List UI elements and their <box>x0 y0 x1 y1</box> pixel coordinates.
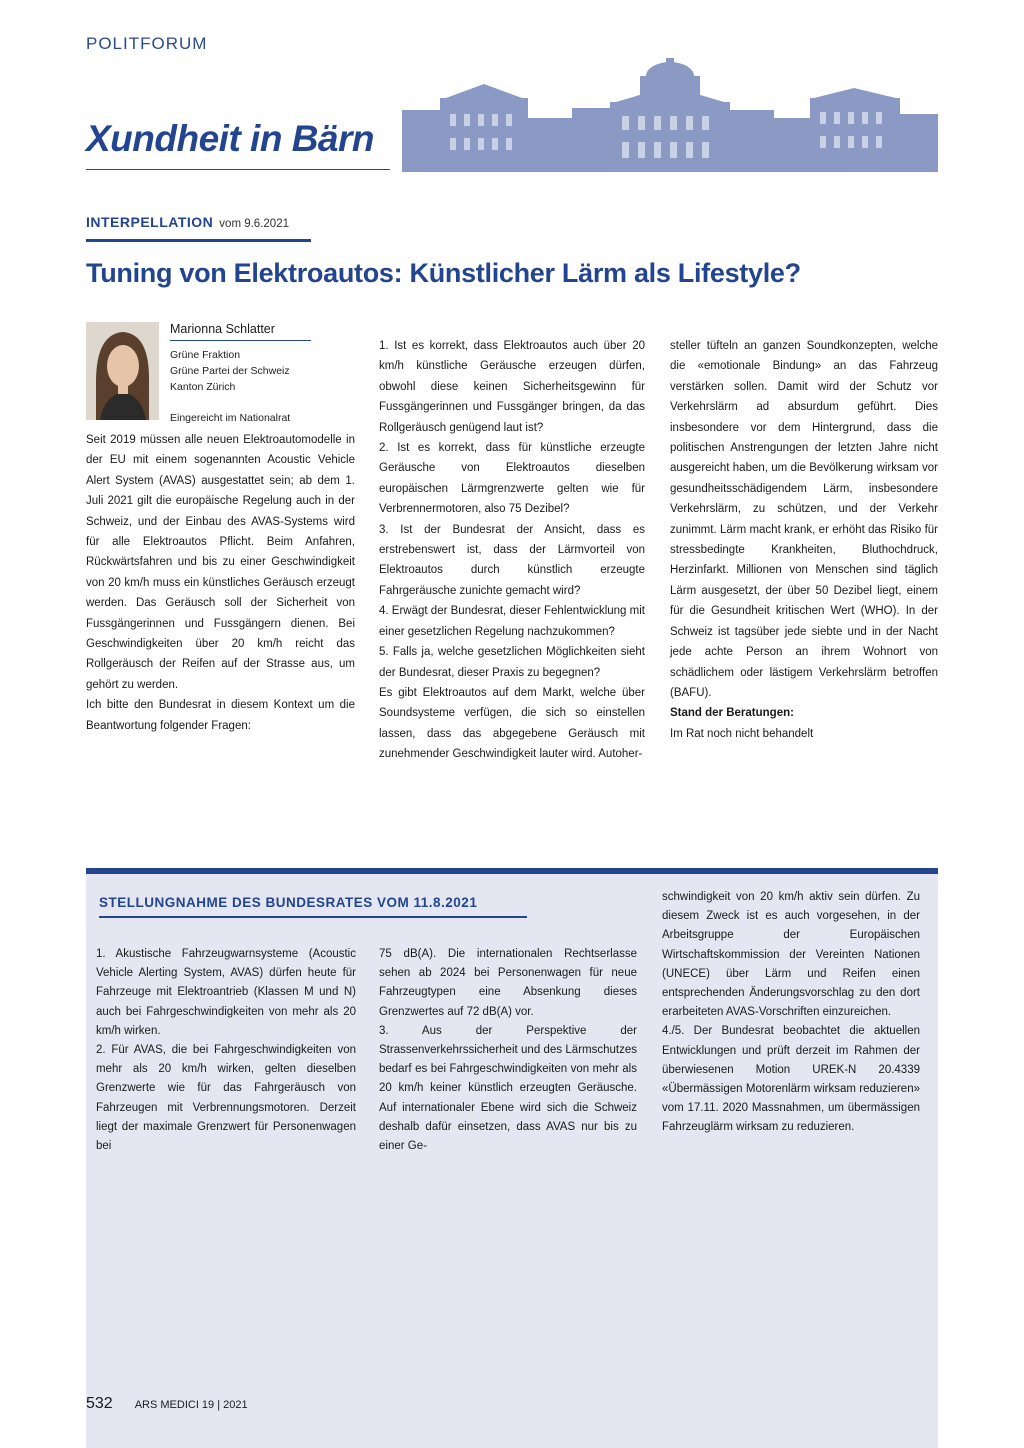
response-column-3 <box>662 888 920 1138</box>
page-footer <box>86 1395 248 1413</box>
page-number: 532 <box>86 1395 113 1412</box>
kicker-date: vom 9.6.2021 <box>219 218 289 230</box>
author-canton: Kanton Zürich <box>170 381 236 393</box>
paragraph: steller tüfteln an ganzen Soundkonzepten, welche die «emotionale Bindung» an das Fahrzeug verstärken sollen. Damit wird der Schutz vor Verkehrslärm ad absurdum geführt. Dies insbesondere vor dem Hintergrund, dass die politischen Anstrengungen der letzten Jahre nicht ausgereicht haben, um die Bevölkerung wirksam vor gesundheitsschädigendem Lärm, insbesondere Verkehrslärm, zu schützen, und der Verkehr zunimmt. Lärm macht krank, er erhöht das Risiko für stressbedingte Krankheiten, Bluthochdruck, Herzinfarkt. Millionen von Menschen sind täglich Lärm ausgesetzt, der über 50 Dezibel liegt, einem für die Gesundheit kritischen Wert (WHO). In der Schweiz ist tagsüber jede siebte und in der Nacht jede achte Person an ihrem Wohnort von schädlichem oder lästigem Verkehrslärm betroffen (BAFU). <box>670 340 938 699</box>
status-label: Stand der Beratungen: <box>670 707 794 720</box>
masthead-rule <box>86 169 390 170</box>
answer-3: 3. Aus der Perspektive der Strassenverkehrssicherheit und des Lärmschutzes bedarf es bei Fahrgeschwindigkeiten von mehr als 20 km/h keiner künstlich erzeugten Geräusche. Auf internationaler Ebene wird sich die Schweiz deshalb dafür einsetzen, dass AVAS nur bis zu einer Ge- <box>379 1024 637 1153</box>
section-label: POLITFORUM <box>86 34 208 53</box>
author-photo <box>86 322 159 420</box>
paragraph: Ich bitte den Bundesrat in diesem Kontext um die Beantwortung folgender Fragen: <box>86 699 355 732</box>
author-rule <box>170 340 311 341</box>
response-column-2 <box>379 945 637 1156</box>
publication-info: ARS MEDICI 19 | 2021 <box>134 1399 248 1411</box>
kicker-rule <box>86 239 311 242</box>
question-3: 3. Ist der Bundesrat der Ansicht, dass es erstrebenswert ist, dass der Lärmvorteil von Elektroautos durch künstlich erzeugte Fahrgeräusche zunichte gemacht wird? <box>379 523 645 597</box>
paragraph: schwindigkeit von 20 km/h aktiv sein dürfen. Zu diesem Zweck ist es auch vorgesehen, in der Arbeitsgruppe der Europäischen Wirtschaftskommission der Vereinten Nationen (UNECE) über Lärm und Reifen einen entsprechenden Änderungsvorschlag zu den dort erarbeiteten AVAS-Vorschriften einzureichen. <box>662 891 920 1019</box>
federal-palace-illustration <box>402 58 938 172</box>
question-1: 1. Ist es korrekt, dass Elektroautos auch über 20 km/h künstliche Geräusche erzeugen dürfen, obwohl diese keinen Sicherheitsgewinn für Fussgängerinnen und Fussgänger bringen, da das Rollgeräusch genügend laut ist? <box>379 340 645 434</box>
kicker <box>86 214 289 230</box>
status-value: Im Rat noch nicht behandelt <box>670 727 814 740</box>
kicker-label: INTERPELLATION <box>86 214 214 230</box>
question-5: 5. Falls ja, welche gesetzlichen Möglichkeiten sieht der Bundesrat, dieser Praxis zu begegnen? <box>379 646 645 679</box>
interpellation-column-2 <box>379 336 645 765</box>
interpellation-column-1 <box>86 430 355 736</box>
paragraph: Es gibt Elektroautos auf dem Markt, welche über Soundsysteme verfügen, die sich so einstellen lassen, dass das abgegebene Geräusch mit zunehmender Geschwindigkeit lauter wird. Autoher- <box>379 686 645 761</box>
paragraph: Seit 2019 müssen alle neuen Elektroautomodelle in der EU mit einem sogenannten Acoustic Vehicle Alert System (AVAS) ausgestattet sein; ab dem 1. Juli 2021 gilt die europäische Regelung auch in der Schweiz, und der Einbau des AVAS-Systems wird für alle Elektroautos Pflicht. Beim Anfahren, Rückwärtsfahren und bis zu einer Geschwindigkeit von 20 km/h muss ein künstliches Geräusch erzeugt werden. Das Geräusch soll der Sicherheit von Fussgängerinnen und Fussgängern dienen. Bei Geschwindigkeiten über 20 km/h reicht das Rollgeräusch der Reifen auf der Strasse aus, um gehört zu werden. <box>86 434 355 691</box>
author-party: Grüne Partei der Schweiz <box>170 365 290 377</box>
question-4: 4. Erwägt der Bundesrat, dieser Fehlentwicklung mit einer gesetzlichen Regelung nachzukommen? <box>379 605 645 638</box>
portrait-photo-icon <box>86 322 159 420</box>
answer-4-5: 4./5. Der Bundesrat beobachtet die aktuellen Entwicklungen und prüft derzeit im Rahmen der überwiesenen Motion UREK-N 20.4339 «Übermässigen Motorenlärm wirksam reduzieren» vom 17.11. 2020 Massnahmen, um übermässigen Fahrzeuglärm wirksam zu reduzieren. <box>662 1025 920 1134</box>
answer-2: 2. Für AVAS, die bei Fahrgeschwindigkeiten von mehr als 20 km/h wirken, gelten dieselben Grenzwerte wie für das Fahrgeräusch von Fahrzeugen mit Verbrennungsmotoren. Derzeit liegt der maximale Grenzwert für Personenwagen bei <box>96 1044 356 1153</box>
masthead-title: Xundheit in Bärn <box>86 118 374 159</box>
response-column-1 <box>96 945 356 1156</box>
article-headline: Tuning von Elektroautos: Künstlicher Lärm als Lifestyle? <box>86 258 801 288</box>
author-group: Grüne Fraktion <box>170 349 241 361</box>
answer-1: 1. Akustische Fahrzeugwarnsysteme (Acoustic Vehicle Alerting System, AVAS) dürfen heute für Fahrzeuge mit Elektroantrieb (Klassen M und N) auch bei Fahrgeschwindigkeiten von mehr als 20 km/h wirken. <box>96 948 356 1037</box>
question-2: 2. Ist es korrekt, dass für künstliche erzeugte Geräusche von Elektroautos dieselben europäischen Lärmgrenzwerte gelten wie für Verbrennermotoren, also 75 Dezibel? <box>379 442 645 516</box>
response-heading-rule <box>99 916 527 918</box>
interpellation-column-3 <box>670 336 938 744</box>
paragraph: 75 dB(A). Die internationalen Rechtserlasse sehen ab 2024 bei Personenwagen für neue Fahrzeugtypen eine Absenkung dieses Grenzwertes auf 72 dB(A) vor. <box>379 948 637 1018</box>
author-name: Marionna Schlatter <box>170 322 275 336</box>
response-heading: STELLUNGNAHME DES BUNDESRATES VOM 11.8.2021 <box>99 895 478 910</box>
author-submitted: Eingereicht im Nationalrat <box>170 412 291 424</box>
